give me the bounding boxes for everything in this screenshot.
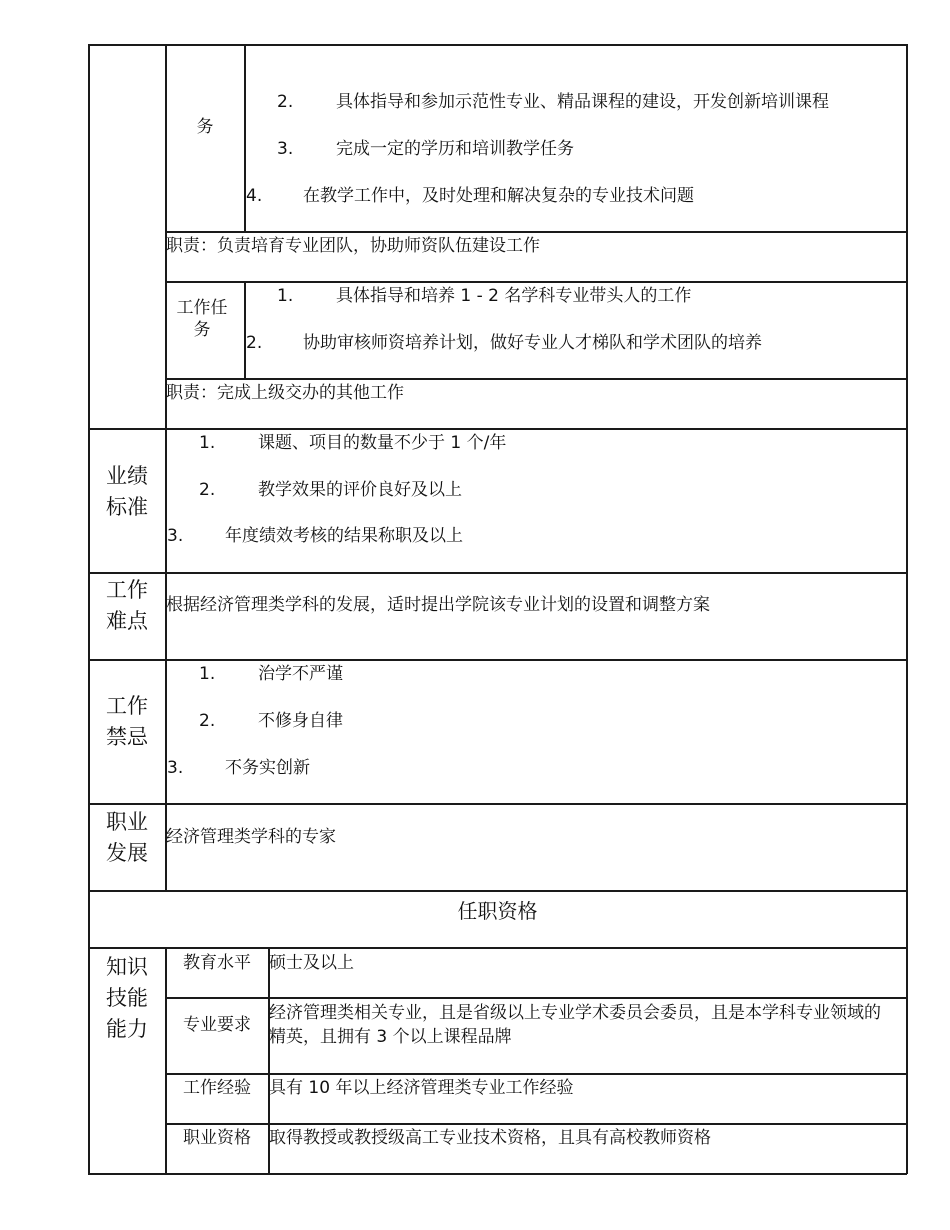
- task-text: 完成一定的学历和培训教学任务: [336, 139, 574, 159]
- task-label-continued: 务: [196, 117, 214, 137]
- task-label: 工作任务: [176, 298, 228, 340]
- list-text: 课题、项目的数量不少于 1 个/年: [258, 433, 507, 453]
- list-number: 3.: [167, 526, 184, 546]
- list-text: 不务实创新: [225, 758, 310, 778]
- performance-label: 业绩标准: [106, 464, 148, 519]
- task-number: 4.: [246, 186, 263, 206]
- row-divider: [166, 231, 907, 233]
- col-divider: [244, 281, 246, 379]
- difficulty-label: 工作难点: [106, 578, 148, 633]
- list-number: 2.: [199, 480, 216, 500]
- qualification-name: 职业资格: [183, 1128, 251, 1148]
- qualification-label: 知识技能能力: [106, 955, 148, 1041]
- qualification-value: 具有 10 年以上经济管理类专业工作经验: [269, 1078, 574, 1098]
- row-divider: [88, 803, 907, 805]
- row-divider: [88, 659, 907, 661]
- qualification-name: 教育水平: [183, 953, 251, 973]
- table-border-left: [88, 44, 90, 1174]
- career-text: 经济管理类学科的专家: [166, 827, 336, 847]
- row-divider: [88, 947, 907, 949]
- task-text: 协助审核师资培养计划，做好专业人才梯队和学术团队的培养: [303, 333, 762, 353]
- qualification-value: 取得教授或教授级高工专业技术资格，且具有高校教师资格: [269, 1128, 711, 1148]
- list-number: 1.: [199, 664, 216, 684]
- task-text: 具体指导和参加示范性专业、精品课程的建设，开发创新培训课程: [336, 92, 829, 112]
- career-label: 职业发展: [106, 810, 148, 865]
- list-number: 1.: [199, 433, 216, 453]
- row-divider: [166, 378, 907, 380]
- row-divider: [166, 1123, 907, 1125]
- duty-text: 职责：完成上级交办的其他工作: [166, 383, 404, 403]
- difficulty-text: 根据经济管理类学科的发展，适时提出学院该专业计划的设置和调整方案: [166, 595, 710, 615]
- qualification-value: 经济管理类相关专业，且是省级以上专业学术委员会委员，且是本学科专业领域的精英，且拥有 3 个以上课程品牌: [269, 1003, 881, 1047]
- duty-text: 职责：负责培育专业团队，协助师资队伍建设工作: [166, 236, 540, 256]
- list-text: 教学效果的评价良好及以上: [258, 480, 462, 500]
- row-divider: [88, 572, 907, 574]
- qualification-value: 硕士及以上: [269, 953, 354, 973]
- row-divider: [166, 281, 907, 283]
- table-border-right: [906, 44, 908, 1174]
- qualification-title: 任职资格: [457, 899, 538, 923]
- task-number: 1.: [277, 286, 294, 306]
- qualification-name: 工作经验: [183, 1078, 251, 1098]
- list-text: 治学不严谨: [258, 664, 343, 684]
- row-divider: [88, 890, 907, 892]
- taboo-label: 工作禁忌: [106, 694, 148, 749]
- table-border-top: [88, 44, 907, 46]
- row-divider: [166, 1073, 907, 1075]
- task-text: 具体指导和培养 1 - 2 名学科专业带头人的工作: [336, 286, 692, 306]
- list-text: 不修身自律: [258, 711, 343, 731]
- task-number: 2.: [277, 92, 294, 112]
- list-number: 2.: [199, 711, 216, 731]
- list-text: 年度绩效考核的结果称职及以上: [225, 526, 463, 546]
- row-divider: [166, 997, 907, 999]
- table-border-bottom: [88, 1173, 907, 1175]
- row-divider: [88, 428, 907, 430]
- list-number: 3.: [167, 758, 184, 778]
- task-text: 在教学工作中，及时处理和解决复杂的专业技术问题: [303, 186, 694, 206]
- qualification-name: 专业要求: [183, 1015, 251, 1035]
- task-number: 2.: [246, 333, 263, 353]
- task-number: 3.: [277, 139, 294, 159]
